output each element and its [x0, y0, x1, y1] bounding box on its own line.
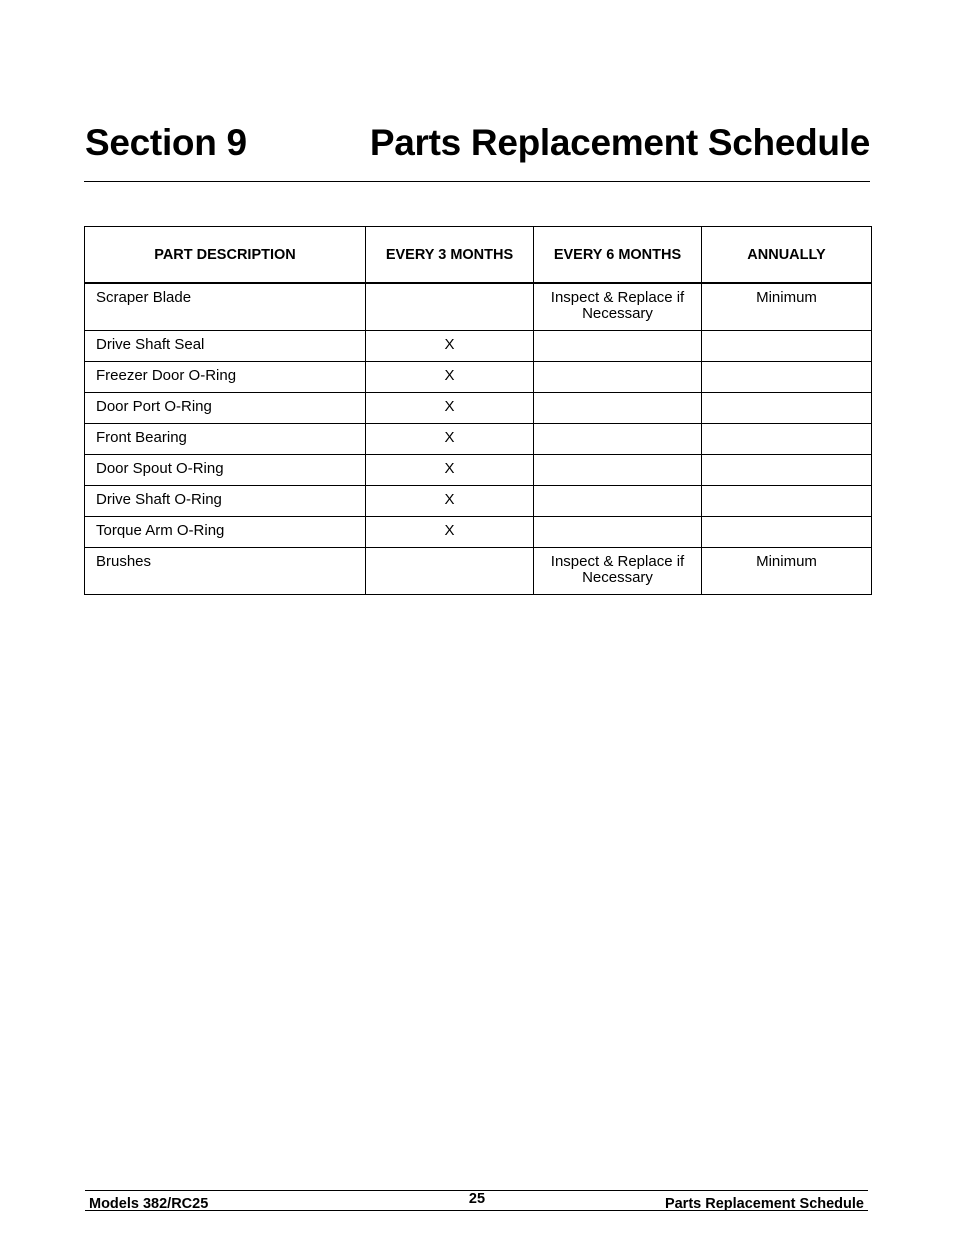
annually-cell: [702, 331, 872, 362]
every-6-months-cell: Inspect & Replace if Necessary: [534, 283, 702, 331]
footer-model-label: Models 382/RC25: [89, 1196, 209, 1212]
every-6-months-cell: [534, 362, 702, 393]
page-title: Parts Replacement Schedule: [369, 122, 870, 163]
section-number: Section 9: [85, 122, 247, 163]
annually-cell: Minimum: [702, 283, 872, 331]
every-3-months-cell: X: [366, 517, 534, 548]
annually-cell: Minimum: [702, 548, 872, 595]
annually-cell: [702, 424, 872, 455]
annually-cell: [702, 455, 872, 486]
footer-section-label: Parts Replacement Schedule: [664, 1196, 864, 1212]
every-6-months-cell: [534, 455, 702, 486]
every-3-months-cell: [366, 548, 534, 595]
part-description-cell: Drive Shaft Seal: [85, 331, 366, 362]
annually-cell: [702, 517, 872, 548]
page-header: [85, 122, 870, 168]
every-6-months-cell: [534, 486, 702, 517]
part-description-cell: Front Bearing: [85, 424, 366, 455]
every-3-months-cell: X: [366, 424, 534, 455]
part-description-cell: Door Spout O-Ring: [85, 455, 366, 486]
column-header-every-3-months: EVERY 3 MONTHS: [366, 227, 534, 284]
every-3-months-cell: X: [366, 362, 534, 393]
part-description-cell: Drive Shaft O-Ring: [85, 486, 366, 517]
annually-cell: [702, 393, 872, 424]
every-6-months-cell: [534, 331, 702, 362]
part-description-cell: Torque Arm O-Ring: [85, 517, 366, 548]
part-description-cell: Brushes: [85, 548, 366, 595]
table-row: [85, 455, 872, 486]
every-3-months-cell: X: [366, 455, 534, 486]
table-row: [85, 486, 872, 517]
part-description-cell: Scraper Blade: [85, 283, 366, 331]
table-row: [85, 362, 872, 393]
column-header-every-6-months: EVERY 6 MONTHS: [534, 227, 702, 284]
part-description-cell: Freezer Door O-Ring: [85, 362, 366, 393]
every-3-months-cell: X: [366, 486, 534, 517]
table-row: [85, 548, 872, 595]
every-3-months-cell: X: [366, 393, 534, 424]
page-number: 25: [468, 1191, 486, 1207]
part-description-cell: Door Port O-Ring: [85, 393, 366, 424]
column-header-annually: ANNUALLY: [702, 227, 872, 284]
table-row: [85, 393, 872, 424]
every-6-months-cell: [534, 517, 702, 548]
header-divider: [84, 181, 870, 182]
table-row: [85, 331, 872, 362]
parts-replacement-table: [84, 226, 872, 595]
column-header-part-description: PART DESCRIPTION: [85, 227, 366, 284]
table-row: [85, 424, 872, 455]
table-row: [85, 283, 872, 331]
table-row: [85, 517, 872, 548]
every-6-months-cell: [534, 393, 702, 424]
annually-cell: [702, 486, 872, 517]
every-6-months-cell: [534, 424, 702, 455]
every-3-months-cell: X: [366, 331, 534, 362]
table-header-row: [85, 227, 872, 284]
annually-cell: [702, 362, 872, 393]
every-3-months-cell: [366, 283, 534, 331]
every-6-months-cell: Inspect & Replace if Necessary: [534, 548, 702, 595]
